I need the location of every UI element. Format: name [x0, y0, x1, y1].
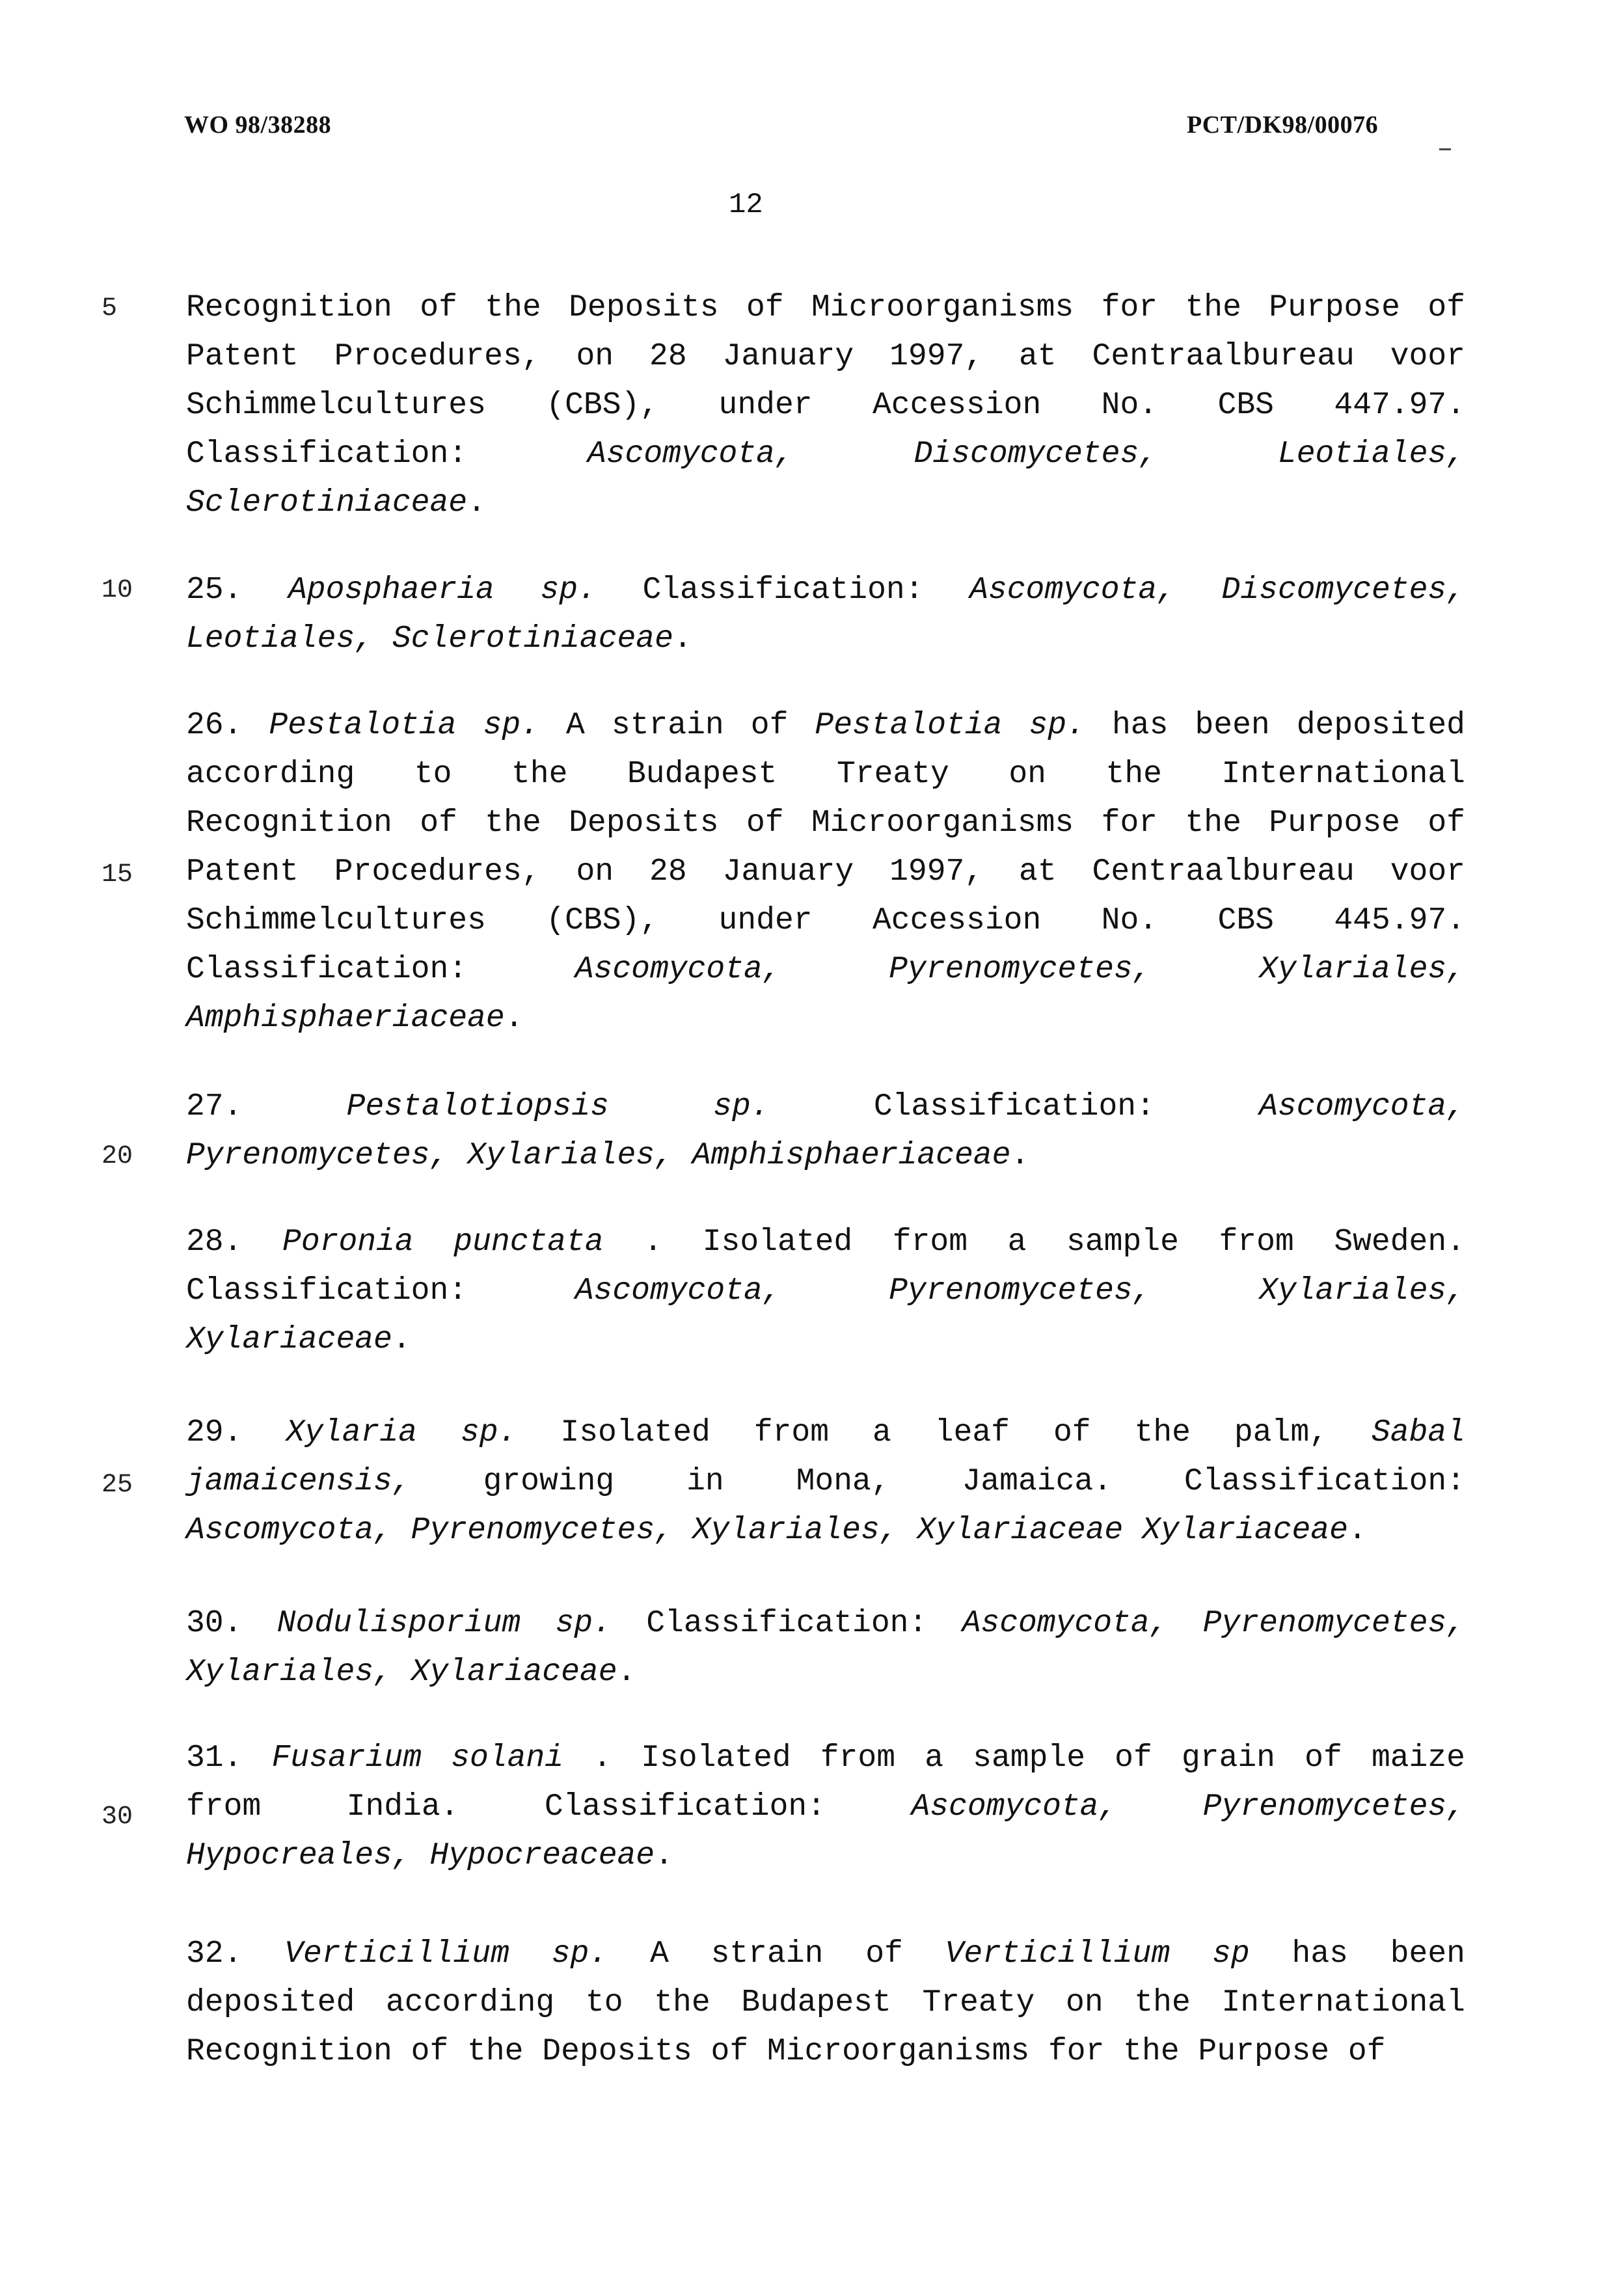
word: from	[753, 1415, 830, 1450]
word: Xylariaceae	[186, 1322, 392, 1357]
word: Xylariaceae	[411, 1655, 617, 1690]
word: Pyrenomycetes,	[889, 1273, 1152, 1309]
word: Pyrenomycetes,	[889, 952, 1152, 987]
word: jamaicensis,	[186, 1464, 411, 1499]
word: the	[1105, 757, 1162, 792]
word: Xylariales,	[1259, 952, 1465, 987]
word: International	[1221, 1985, 1465, 2020]
word: on	[576, 339, 614, 374]
text-line	[186, 799, 1465, 848]
paragraph-32	[186, 1930, 1465, 2076]
word: No.	[1101, 388, 1158, 423]
word: 447.97.	[1334, 388, 1465, 423]
word: Microorganisms	[811, 290, 1074, 325]
word: from	[820, 1741, 896, 1776]
word: .	[617, 1655, 636, 1690]
word: Xylaria	[286, 1415, 418, 1450]
word: No.	[1101, 903, 1158, 938]
word: sample	[973, 1741, 1085, 1776]
word: voor	[1390, 339, 1465, 374]
word: Centraalbureau	[1092, 854, 1355, 889]
word: 26.	[186, 708, 243, 743]
word: of	[750, 708, 789, 743]
paragraph-25	[186, 566, 1465, 664]
word: from	[1219, 1225, 1294, 1260]
word: Amphisphaeriaceae	[186, 1001, 505, 1036]
word: Ascomycota,	[1259, 1089, 1465, 1124]
word: Treaty	[836, 757, 949, 792]
text-line	[186, 994, 1465, 1043]
word: the	[1185, 806, 1241, 841]
word: Amphisphaeriaceae	[692, 1138, 1011, 1173]
text-line	[186, 430, 1465, 479]
word: Budapest	[741, 1985, 891, 2020]
word: Pyrenomycetes,	[1202, 1789, 1465, 1825]
word: Ascomycota,	[969, 573, 1176, 608]
word: (CBS),	[546, 903, 659, 938]
word: under	[718, 903, 813, 938]
text-line	[186, 381, 1465, 430]
word: Patent	[186, 854, 299, 889]
word: Pestalotia	[815, 708, 1003, 743]
word: a	[872, 1415, 891, 1450]
word: of	[1115, 1741, 1152, 1776]
paragraph-29	[186, 1409, 1465, 1555]
word: the	[485, 290, 541, 325]
word: on	[1066, 1985, 1103, 2020]
text-line	[186, 332, 1465, 381]
word: of	[1053, 1415, 1091, 1450]
word: .	[1347, 1513, 1367, 1548]
text-line	[186, 1218, 1465, 1267]
paragraph-30	[186, 1599, 1465, 1697]
word: of	[1428, 290, 1465, 325]
word: Discomycetes,	[1221, 573, 1465, 608]
text-line	[186, 284, 1465, 332]
word: deposited	[186, 1985, 355, 2020]
word: sp.	[461, 1415, 517, 1450]
word: to	[414, 757, 452, 792]
text-line	[186, 848, 1465, 897]
word: solani	[451, 1741, 564, 1776]
word: leaf	[934, 1415, 1010, 1450]
word: maize	[1371, 1741, 1465, 1776]
word: of	[710, 2034, 749, 2069]
word: Sweden.	[1334, 1225, 1465, 1260]
word: of	[1305, 1741, 1342, 1776]
word: according	[186, 757, 355, 792]
word: Microorganisms	[766, 2034, 1030, 2069]
paragraph-26	[186, 701, 1465, 1043]
word: .	[655, 1838, 673, 1873]
text-line	[186, 1083, 1465, 1132]
word: 28	[649, 339, 687, 374]
word: Classification:	[186, 952, 468, 987]
line-number: 20	[102, 1142, 133, 1171]
word: the	[467, 2034, 524, 2069]
word: palm,	[1234, 1415, 1328, 1450]
word: 31.	[186, 1741, 243, 1776]
word: Purpose	[1269, 290, 1400, 325]
word: voor	[1390, 854, 1465, 889]
word: Classification:	[186, 1273, 468, 1309]
word: Sclerotiniaceae	[186, 485, 468, 521]
word: Schimmelcultures	[186, 388, 486, 423]
word: Aposphaeria	[288, 573, 494, 608]
word: Ascomycota,	[575, 1273, 781, 1309]
word: in	[686, 1464, 724, 1499]
word: Classification:	[642, 573, 924, 608]
word: has	[1111, 708, 1169, 743]
word: Pyrenomycetes,	[1202, 1606, 1465, 1641]
word: sample	[1066, 1225, 1179, 1260]
word: Hypocreales,	[186, 1838, 411, 1873]
word: Sclerotiniaceae	[392, 621, 673, 657]
text-line	[186, 566, 1465, 615]
word: Recognition	[186, 2034, 392, 2069]
word: grain	[1181, 1741, 1275, 1776]
text-line	[186, 1599, 1465, 1648]
word: Patent	[186, 339, 299, 374]
word: Leotiales,	[1277, 437, 1465, 472]
word: Centraalbureau	[1092, 339, 1355, 374]
text-line	[186, 1930, 1465, 1979]
word: the	[511, 757, 568, 792]
text-line	[186, 750, 1465, 799]
word: under	[718, 388, 813, 423]
line-number: 5	[102, 294, 118, 323]
word: a	[925, 1741, 943, 1776]
text-line	[186, 479, 1465, 528]
text-line	[186, 1267, 1465, 1316]
word: of	[1347, 2034, 1386, 2069]
word: for	[1048, 2034, 1105, 2069]
word: (CBS),	[546, 388, 659, 423]
word: of	[746, 806, 784, 841]
word: from	[892, 1225, 968, 1260]
word: Leotiales,	[186, 621, 374, 657]
paragraph-28	[186, 1218, 1465, 1364]
word: 28	[649, 854, 687, 889]
word: Pestalotiopsis	[346, 1089, 609, 1124]
word: Xylariaceae	[1142, 1513, 1348, 1548]
word: Xylariales,	[467, 1138, 673, 1173]
word: on	[1008, 757, 1046, 792]
word: CBS	[1217, 388, 1274, 423]
word: Poronia	[282, 1225, 414, 1260]
word: Pestalotia	[269, 708, 457, 743]
word: of	[420, 290, 457, 325]
word: Isolated	[641, 1741, 791, 1776]
text-line	[186, 1979, 1465, 2028]
word: Recognition	[186, 290, 392, 325]
word: Xylariaceae	[917, 1513, 1124, 1548]
word: Hypocreaceae	[429, 1838, 655, 1873]
word: a	[1007, 1225, 1027, 1260]
word: to	[585, 1985, 623, 2020]
text-line	[186, 1132, 1465, 1180]
line-number: 25	[102, 1471, 133, 1500]
word: .	[504, 1001, 524, 1036]
word: 1997,	[889, 339, 984, 374]
word: Ascomycota,	[962, 1606, 1169, 1641]
word: Schimmelcultures	[186, 903, 486, 938]
word: Ascomycota,	[911, 1789, 1118, 1825]
paragraph-27	[186, 1083, 1465, 1180]
word: Ascomycota,	[587, 437, 794, 472]
word: at	[1019, 854, 1057, 889]
word: Mona,	[796, 1464, 890, 1499]
word: Accession	[873, 388, 1042, 423]
word: Treaty	[922, 1985, 1035, 2020]
word: Jamaica.	[962, 1464, 1112, 1499]
word: .	[1010, 1138, 1030, 1173]
word: Microorganisms	[811, 806, 1074, 841]
word: from	[186, 1789, 262, 1825]
text-line	[186, 1409, 1465, 1458]
word: January	[722, 339, 854, 374]
word: Classification:	[186, 437, 468, 472]
text-line	[186, 1648, 1465, 1697]
text-line	[186, 1832, 1465, 1880]
document-number: WO 98/38288	[184, 111, 332, 139]
word: strain	[710, 1936, 824, 1972]
word: 1997,	[889, 854, 984, 889]
text-line	[186, 1506, 1465, 1555]
word: punctata	[453, 1225, 604, 1260]
word: Nodulisporium	[277, 1606, 521, 1641]
word: January	[722, 854, 854, 889]
word: Deposits	[569, 290, 719, 325]
word: Purpose	[1198, 2034, 1330, 2069]
word: has	[1292, 1936, 1348, 1972]
word: of	[1428, 806, 1465, 841]
word: on	[576, 854, 614, 889]
word: Xylariales,	[692, 1513, 899, 1548]
text-line	[186, 2028, 1465, 2076]
word: the	[1185, 290, 1241, 325]
word: the	[485, 806, 541, 841]
word: of	[420, 806, 457, 841]
word: 25.	[186, 573, 243, 608]
word: of	[746, 290, 784, 325]
word: CBS	[1217, 903, 1274, 938]
word: 445.97.	[1334, 903, 1465, 938]
word: Purpose	[1269, 806, 1400, 841]
line-number: 10	[102, 576, 133, 605]
word: .	[593, 1741, 612, 1776]
word: growing	[483, 1464, 615, 1499]
word: sp.	[555, 1606, 612, 1641]
word: the	[1134, 1415, 1191, 1450]
word: strain	[611, 708, 724, 743]
word: 29.	[186, 1415, 243, 1450]
word: Accession	[873, 903, 1042, 938]
word: .	[467, 485, 486, 521]
paragraph-24-continued	[186, 284, 1465, 528]
word: at	[1019, 339, 1057, 374]
text-line	[186, 1783, 1465, 1832]
word: Verticillium	[945, 1936, 1171, 1972]
word: International	[1221, 757, 1465, 792]
word: Classification:	[873, 1089, 1155, 1124]
word: for	[1101, 806, 1158, 841]
text-line	[186, 945, 1465, 994]
word: Recognition	[186, 806, 392, 841]
word: sp.	[551, 1936, 608, 1972]
word: Deposits	[569, 806, 719, 841]
word: the	[654, 1985, 710, 2020]
word: A	[566, 708, 585, 743]
word: 27.	[186, 1089, 243, 1124]
word: Xylariales,	[1259, 1273, 1465, 1309]
text-line	[186, 1458, 1465, 1506]
text-line	[186, 615, 1465, 664]
word: the	[1134, 1985, 1191, 2020]
word: sp.	[713, 1089, 770, 1124]
word: .	[392, 1322, 411, 1357]
word: Ascomycota,	[575, 952, 781, 987]
word: Isolated	[560, 1415, 710, 1450]
word: Budapest	[627, 757, 778, 792]
word: the	[1123, 2034, 1180, 2069]
application-number: PCT/DK98/00076	[1187, 111, 1379, 139]
word: been	[1390, 1936, 1465, 1972]
scan-mark	[1439, 148, 1451, 150]
word: Pyrenomycetes,	[186, 1138, 449, 1173]
word: 28.	[186, 1225, 243, 1260]
paragraph-31	[186, 1734, 1465, 1880]
page-number: 12	[729, 189, 763, 221]
word: Fusarium	[271, 1741, 422, 1776]
word: Procedures,	[334, 854, 541, 889]
word: Classification:	[1184, 1464, 1465, 1499]
line-number: 30	[102, 1802, 133, 1832]
word: of	[865, 1936, 903, 1972]
text-line	[186, 1316, 1465, 1364]
word: sp.	[483, 708, 539, 743]
text-line	[186, 1734, 1465, 1783]
word: A	[649, 1936, 669, 1972]
word: deposited	[1296, 708, 1465, 743]
word: Pyrenomycetes,	[411, 1513, 673, 1548]
word: .	[673, 621, 692, 657]
word: of	[411, 2034, 449, 2069]
text-line	[186, 897, 1465, 945]
word: Classification:	[646, 1606, 928, 1641]
word: Procedures,	[334, 339, 541, 374]
word: Xylariales,	[186, 1655, 392, 1690]
word: Isolated	[702, 1225, 853, 1260]
word: sp.	[1029, 708, 1085, 743]
word: Sabal	[1371, 1415, 1465, 1450]
word: 32.	[186, 1936, 243, 1972]
text-line	[186, 701, 1465, 750]
word: sp	[1212, 1936, 1250, 1972]
word: for	[1101, 290, 1158, 325]
word: sp.	[540, 573, 597, 608]
word: Discomycetes,	[914, 437, 1158, 472]
word: 30.	[186, 1606, 243, 1641]
word: .	[643, 1225, 663, 1260]
word: Classification:	[544, 1789, 826, 1825]
word: been	[1195, 708, 1270, 743]
word: Ascomycota,	[186, 1513, 392, 1548]
word: according	[385, 1985, 555, 2020]
word: Deposits	[542, 2034, 692, 2069]
word: India.	[346, 1789, 459, 1825]
line-number: 15	[102, 860, 133, 889]
word: Verticillium	[284, 1936, 509, 1972]
